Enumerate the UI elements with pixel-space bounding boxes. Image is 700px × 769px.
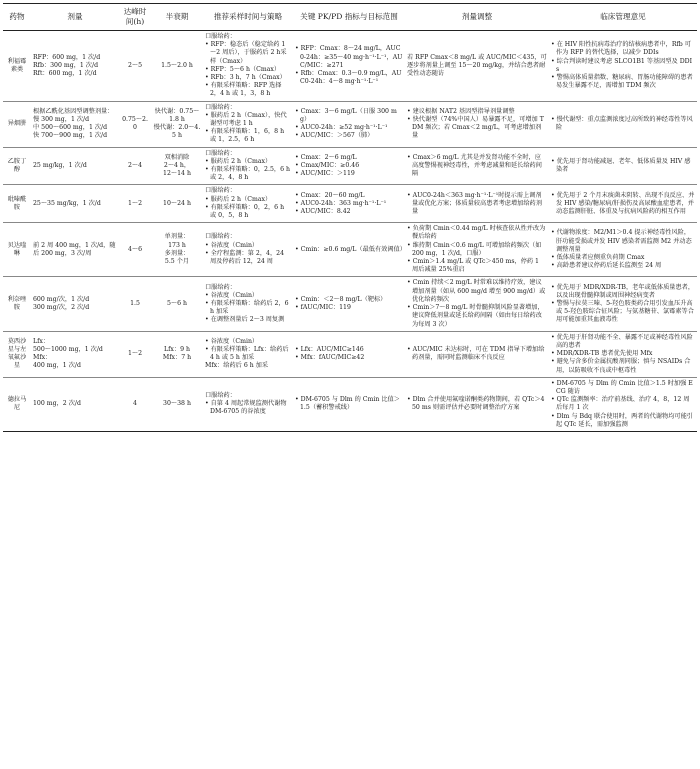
cell-dose	[31, 331, 119, 377]
cell-drug: 贝达喹啉	[7, 241, 27, 257]
cell-drug: 莫西沙星与左氧氟沙星	[7, 337, 27, 370]
cell-line: • Mfx：fAUC/MIC≥42	[295, 354, 365, 362]
cell-line: • Cmin：＜2～8 mg/L（靶标）	[295, 295, 387, 303]
cell-dose	[31, 101, 119, 147]
cell-line: • RFb：3 h，7 h（Cmax）	[205, 74, 286, 82]
cell-line: • 优先用于 MDR/XDR-TB，老年或低体质量患者，以及出现骨髓抑制或周围神经病变者	[551, 283, 695, 299]
cell-line: • 有限采样策略：Lfx：给药后 4 h 或 5 h 加采	[205, 346, 289, 362]
cell-line: • 在 HIV 阳性抗病毒治疗的结核病患者中，Rfb 可作为 RFP 的替代选择，以减少 DDIs	[551, 41, 691, 57]
cell-line: • Dlm 合并使用氟喹诺酮类药物期间，若 QTc＞450 ms 则需评估并必要时调整治疗方案	[407, 396, 545, 412]
cell-line: • 在调整剂量后 2～3 周复测	[205, 316, 285, 324]
cell-adjust	[405, 147, 549, 185]
cell-sampling	[203, 31, 293, 102]
cell-half-life	[151, 277, 203, 331]
cell-management	[549, 31, 697, 102]
cell-line: 25 mg/kg，1 次/d	[33, 161, 87, 169]
cell-line: • Cmin＞7～8 mg/L 时骨髓抑制风险显著增加，建议降低剂量或延长给药间隔（如由每日给药改为每周 3 次）	[407, 304, 544, 328]
cell-line: • RFP：Cmax：8～24 mg/L，AUC0-24h：≥35～40 mg·h⁻¹·L⁻¹，AUC/MIC：≥271	[295, 45, 403, 69]
cell-tmax: 0.75～2.0	[122, 115, 148, 132]
cell-management	[549, 277, 697, 331]
cell-line: 600 mg/次，1 次/d	[33, 295, 90, 303]
cell-line: Lfx：9 h	[164, 346, 190, 353]
cell-line: 口服给药：	[205, 392, 236, 400]
cell-line: 口服给药：	[205, 149, 236, 157]
cell-half-life	[151, 147, 203, 185]
cell-line: • QTc 监测频率：治疗前基线、治疗 4，8，12 周后每月 1 次	[551, 396, 690, 412]
cell-line: 5.5 个月	[164, 258, 190, 266]
cell-line: 173 h	[168, 241, 186, 249]
table-body	[3, 31, 697, 432]
cell-targets	[293, 331, 405, 377]
cell-tmax: 1.5	[130, 299, 140, 307]
cell-line: 10～24 h	[163, 199, 191, 207]
cell-sampling	[203, 101, 293, 147]
cell-line: Mfx：	[33, 354, 52, 362]
table-row	[3, 31, 697, 102]
cell-line: • 警惕与拉莫三嗪、5-羟色胺类药合用引发血压升高或 5-羟色胺综合征风险；与氨基糖苷、氯霉素等合用可能加重其血液毒性	[551, 299, 694, 324]
cell-dose	[31, 147, 119, 185]
table-row	[3, 185, 697, 223]
cell-line: 100 mg，2 次/d	[33, 400, 81, 408]
cell-line: 双相消除	[164, 153, 190, 161]
cell-line: 慢 300 mg，1 次/d	[33, 115, 90, 123]
cell-line: • MDR/XDR-TB 患者优先使用 Mfx	[551, 350, 653, 358]
cell-half-life	[151, 331, 203, 377]
cell-line: • Cmin 持续＜2 mg/L 时常难以维持疗效，建议增加剂量（如从 600 mg/d 增至 900 mg/d）或优化给药频次	[407, 279, 546, 303]
cell-line: Mfx：7 h	[162, 354, 192, 362]
cell-line: • 有限采样策略：RFP 选择 2，4 h 或 1，3，8 h	[205, 82, 282, 98]
cell-management	[549, 185, 697, 223]
cell-line: 快代谢：0.75～1.8 h	[154, 107, 200, 123]
cell-line: • DM-6705 与 Dlm 的 Cmin 比值＞1.5（蓄积警戒线）	[295, 396, 400, 412]
cell-tmax: 1～2	[127, 350, 143, 358]
cell-line: 根据乙酰化基因型调整剂量：	[33, 107, 114, 115]
cell-line: 前 2 周 400 mg，1 次/d，随后 200 mg，3 次/周	[33, 241, 116, 257]
cell-adjust	[405, 31, 549, 102]
cell-line: • 谷浓度（Cmin）	[205, 291, 259, 299]
cell-line: 口服给药：	[205, 233, 236, 241]
cell-line: 多剂量：	[164, 249, 190, 257]
cell-drug: 乙胺丁醇	[7, 157, 27, 174]
cell-line: Mfx：给药后 6 h 加采	[205, 362, 269, 370]
cell-line: 单剂量：	[164, 233, 190, 241]
cell-line: • 建议根据 NAT2 基因型指导剂量调整	[407, 107, 515, 115]
cell-line: • 高龄患者建议停药后延长监测至 24 周	[551, 262, 662, 270]
cell-management	[549, 147, 697, 185]
cell-line: • 维持期 Cmin＜0.6 mg/L 可增加给药频次（如 200 mg，1 次/d，口服）	[407, 241, 542, 257]
document-page	[3, 3, 697, 765]
cell-dose	[31, 377, 119, 431]
header-sampling: 推荐采样时间与策略	[213, 12, 283, 21]
cell-line: • 有限采样策略：1，6，8 h 或 1，2.5，6 h	[205, 128, 285, 144]
cell-line: • 自第 4 周起常规监测代谢物 DM-6705 的谷浓度	[205, 400, 287, 416]
cell-line: 口服给药：	[205, 283, 236, 291]
cell-line: • AUC/MIC：＞119	[295, 170, 355, 178]
cell-line: • 优先用于 2 个月末痰菌未阴转、出现不良反应、并发 HIV 感染/糖尿病/肝损伤及高尿酸血症患者，并动态监测肝脏、体重及与抗病风险药的相互作用	[551, 191, 695, 215]
cell-line: • 优先用于肝肾功能不全、暴露不足或神经毒性风险高的患者	[551, 333, 693, 349]
cell-sampling	[203, 377, 293, 431]
cell-line: • 服药后 2 h（Cmax）	[205, 157, 272, 165]
cell-line: • Dlm 与 Bdq 联合使用时，两者的代谢物均可能引起 QTc 延长，需加强监测	[551, 412, 693, 428]
cell-line: Rfb：300 mg，1 次/d	[33, 61, 99, 69]
cell-line: • 谷浓度（Cmin）	[205, 241, 259, 249]
cell-line: • 快代谢型（74%中国人）易暴露不足，可增加 TDM 频次；若 Cmax＜2 mg/L，可考虑增加剂量	[407, 115, 544, 140]
cell-management	[549, 101, 697, 147]
cell-line: • Rfb：Cmax：0.3～0.9 mg/L，AUC0-24h：4～8 mg·h⁻¹·L⁻¹	[295, 69, 402, 86]
cell-line: • 服药后 2 h（Cmax），快代谢型可考虑 1 h	[205, 111, 287, 128]
header-management: 临床管理意见	[600, 12, 646, 21]
cell-line: RFP：600 mg，1 次/d	[33, 53, 101, 61]
cell-line: • AUC/MIC：＞567（肺）	[295, 132, 374, 140]
cell-line: • Cmax/MIC：≥0.46	[295, 161, 360, 169]
cell-line: • 低体质量者应侧重负荷期 Cmax	[551, 253, 645, 261]
drug-tdm-table	[3, 3, 697, 432]
cell-sampling	[203, 147, 293, 185]
cell-dose	[31, 185, 119, 223]
cell-line: 口服给药：	[205, 33, 236, 40]
cell-dose	[31, 277, 119, 331]
cell-line: • 慢代谢型：重点监测浓度过高所致的神经毒性等风险	[551, 115, 693, 132]
table-row	[3, 277, 697, 331]
cell-line: 25～35 mg/kg，1 次/d	[33, 199, 101, 207]
cell-line: • 避免与含多价金属抗酸剂同服；慎与 NSAIDs 合用，以防吸收不良或中枢毒性	[551, 358, 691, 374]
cell-targets	[293, 147, 405, 185]
cell-tmax: 1～2	[127, 199, 143, 207]
cell-drug: 吡嗪酰胺	[7, 195, 27, 211]
cell-line: • AUC/MIC：8.42	[295, 207, 351, 215]
cell-line: 2～4 h，	[163, 161, 191, 169]
cell-management	[549, 331, 697, 377]
header-half-life: 半衰期	[165, 12, 189, 21]
table-row	[3, 147, 697, 185]
cell-line: • 谷浓度（Cmin）	[205, 337, 259, 345]
cell-line: • RFP：稳态后（稳定给药 1～2 周后），于服药后 2 h采样（Cmax）	[205, 41, 287, 65]
cell-dose	[31, 31, 119, 102]
cell-tmax: 2～5	[127, 61, 143, 69]
cell-line: • Cmax：20～60 mg/L	[295, 191, 365, 199]
cell-line: 500～1000 mg，1 次/d	[33, 346, 103, 353]
cell-line: • 有限采样策略：0，2，6 h 或 0，5，8 h	[205, 203, 285, 220]
cell-line: • 服药后 2 h（Cmax）	[205, 195, 272, 203]
cell-drug: 异烟肼	[7, 120, 27, 128]
cell-line: • 警惕高体质量指数、糖尿病、胃肠功能障碍的患者易发生暴露不足，需增加 TDM 频次	[551, 74, 693, 90]
cell-adjust	[405, 377, 549, 431]
cell-targets	[293, 31, 405, 102]
header-dose: 剂量	[67, 12, 83, 21]
cell-line: 400 mg，1 次/d	[33, 362, 81, 370]
cell-line: • Cmax：2～6 mg/L	[295, 153, 357, 161]
cell-line: 300 mg/次，2 次/d	[33, 304, 90, 312]
table-row	[3, 223, 697, 277]
cell-half-life	[151, 223, 203, 277]
cell-adjust	[405, 185, 549, 223]
cell-line: • AUC/MIC 未达标时，可在 TDM 指导下增加给药剂量，需同时监测临床不良反应	[407, 346, 545, 362]
cell-line: 中 500～600 mg，1 次/d	[33, 124, 108, 132]
cell-line: • 代谢物浓度：M2/M1＞0.4 提示神经毒性风险，肝功能受损或并发 HIV 感染者需监测 M2 并动态调整剂量	[551, 229, 692, 253]
cell-sampling	[203, 185, 293, 223]
table-row	[3, 377, 697, 431]
cell-line: 若 RFP Cmax＜8 mg/L 或 AUC/MIC＜435，可逐步将剂量上调至 15～20 mg/kg，并结合患者耐受性动态随访	[407, 53, 547, 77]
table-row	[3, 331, 697, 377]
cell-line: 1.5～2.0 h	[161, 61, 193, 69]
cell-line: • fAUC/MIC：119	[295, 304, 351, 312]
cell-adjust	[405, 277, 549, 331]
cell-line: 慢代谢：2.0～4.5 h	[153, 124, 201, 140]
cell-line: 快 700～900 mg，1 次/d	[33, 132, 108, 140]
header-drug: 药物	[9, 12, 25, 21]
cell-targets	[293, 185, 405, 223]
cell-targets	[293, 277, 405, 331]
cell-drug: 利奈唑胺	[7, 295, 27, 312]
table-header-row	[3, 4, 697, 31]
cell-line: • 有限采样策略：0，2.5，6 h 或 2，4，8 h	[205, 166, 290, 182]
cell-sampling	[203, 223, 293, 277]
header-tmax: 达峰时间(h)	[123, 7, 147, 26]
cell-line: • Cmin＞1.4 mg/L 或 QTc＞450 ms，停药 1 周后减量 25%重启	[407, 258, 539, 274]
cell-line: • Cmax：3～6 mg/L（日服 300 mg）	[295, 107, 397, 123]
cell-adjust	[405, 331, 549, 377]
cell-half-life	[151, 185, 203, 223]
cell-tmax: 4	[133, 400, 137, 408]
cell-line: 5～6 h	[166, 299, 187, 307]
cell-line: • AUC0-24h：363 mg·h⁻¹·L⁻¹	[295, 199, 387, 207]
cell-targets	[293, 377, 405, 431]
header-adjust: 剂量调整	[461, 12, 493, 21]
cell-line: • AUC0-24h：≥52 mg·h⁻¹·L⁻¹	[295, 124, 388, 132]
cell-line: Lfx：	[33, 337, 50, 345]
cell-line: • 全疗程监测：第 2，4，24 周及停药后 12，24 周	[205, 249, 285, 266]
table-row	[3, 101, 697, 147]
cell-targets	[293, 101, 405, 147]
cell-line: 口服给药：	[205, 103, 236, 111]
cell-tmax: 4～6	[127, 245, 143, 253]
cell-management	[549, 377, 697, 431]
cell-sampling	[203, 277, 293, 331]
cell-line: • 有限采样策略：给药后 2，6 h 加采	[205, 299, 289, 316]
cell-line: • AUC0-24h＜363 mg·h⁻¹·L⁻¹时提示需上调剂量或优化方案；体质量较高患者考虑增加给药剂量	[407, 191, 542, 215]
cell-line: 12～14 h	[163, 170, 191, 178]
cell-management	[549, 223, 697, 277]
cell-half-life	[151, 377, 203, 431]
cell-targets	[293, 223, 405, 277]
cell-line: • 优先用于肾功能减退、老年、低体质量及 HIV 感染者	[551, 157, 691, 174]
cell-half-life	[151, 31, 203, 102]
cell-line: • Lfx：AUC/MIC≥146	[295, 346, 364, 353]
cell-adjust	[405, 223, 549, 277]
cell-line: 口服给药：	[205, 187, 236, 195]
cell-line: • Cmax＞6 mg/L 尤其是并发肾功能不全时，应高度警惕视神经毒性，并考虑减量和延长给药间隔	[407, 153, 542, 178]
cell-line: • DM-6705 与 Dlm 的 Cmin 比值＞1.5 时加强 ECG 随访	[551, 379, 693, 395]
cell-tmax: 2～4	[127, 161, 143, 169]
cell-sampling	[203, 331, 293, 377]
cell-drug: 德拉马尼	[7, 396, 27, 412]
cell-dose	[31, 223, 119, 277]
cell-line: • 负荷期 Cmin＜0.44 mg/L 时核查依从性并改为餐后给药	[407, 225, 546, 241]
cell-drug: 利福霉素类	[7, 57, 27, 73]
cell-line: • 综合判读时建议考虑 SLCO1B1 等基因型及 DDIs	[551, 57, 693, 73]
cell-line: • Cmin：≥0.6 mg/L（最低有效阈值）	[295, 245, 406, 253]
header-targets: 关键 PK/PD 指标与目标范围	[300, 12, 398, 21]
cell-line: Rft：600 mg，1 次/d	[33, 69, 97, 77]
cell-line: • RFP：5～6 h（Cmax）	[205, 65, 281, 73]
cell-line: 30～38 h	[163, 400, 191, 408]
cell-adjust	[405, 101, 549, 147]
cell-half-life	[151, 101, 203, 147]
